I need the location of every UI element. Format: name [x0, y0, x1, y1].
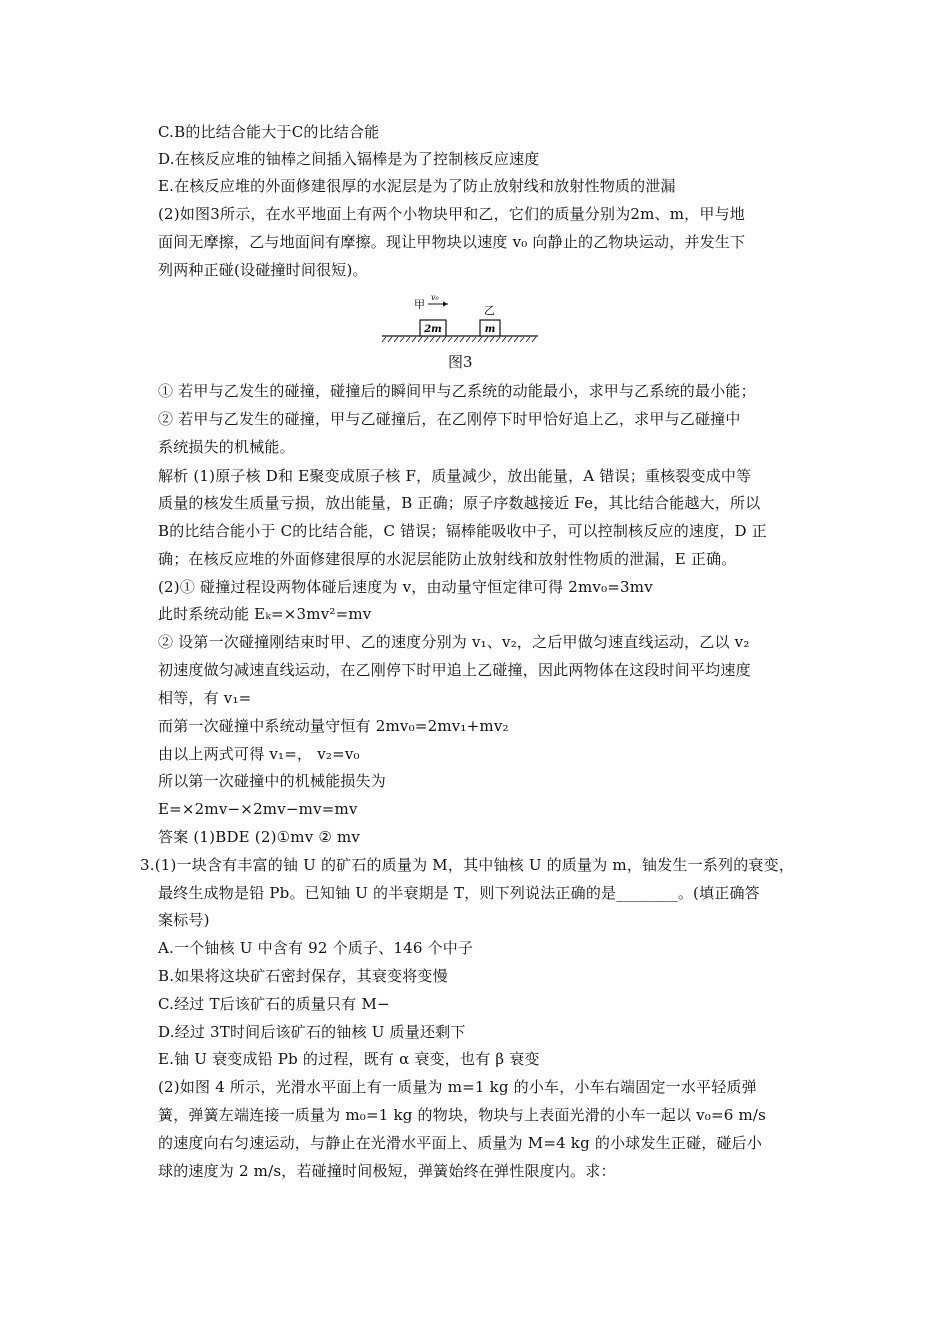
label-jia: 甲 [414, 298, 425, 311]
solution-line13: E=×2mv−×2mv−mv=mv [158, 800, 358, 818]
q3-part2-line3: 的速度向右匀速运动，与静止在光滑水平面上、质量为 M=4 kg 的小球发生正碰，碰后小 [158, 1134, 763, 1152]
question-3-line1: 3.(1)一块含有丰富的铀 U 的矿石的质量为 M，其中铀核 U 的质量为 m，铀发生一系列的衰变， [140, 856, 795, 874]
subquestion-2-line2: 系统损失的机械能。 [158, 438, 295, 456]
block-jia-mass: 2m [424, 324, 442, 335]
q3-option-b: B.如果将这块矿石密封保存，其衰变将变慢 [158, 967, 448, 985]
solution-line8: 初速度做匀减速直线运动，在乙刚停下时甲追上乙碰撞，因此两物体在这段时间平均速度 [158, 661, 751, 679]
q3-option-e: E.铀 U 衰变成铅 Pb 的过程，既有 α 衰变，也有 β 衰变 [158, 1050, 540, 1068]
ground-hatch [382, 337, 536, 342]
figure-caption: 图3 [448, 353, 473, 371]
solution-line1: 解析 (1)原子核 D和 E聚变成原子核 F，质量减少，放出能量，A 错误；重核裂变成中等 [158, 467, 752, 485]
q3-option-c: C.经过 T后该矿石的质量只有 M− [158, 995, 390, 1013]
solution-line12: 所以第一次碰撞中的机械能损失为 [158, 772, 387, 790]
subquestion-1: ① 若甲与乙发生的碰撞，碰撞后的瞬间甲与乙系统的动能最小，求甲与乙系统的最小能； [158, 382, 756, 400]
solution-line6: 此时系统动能 Eₖ=×3mv²=mv [158, 605, 372, 623]
solution-line11: 由以上两式可得 v₁=， v₂=v₀ [158, 745, 360, 763]
q3-part2-line4: 球的速度为 2 m/s，若碰撞时间极短，弹簧始终在弹性限度内。求： [158, 1162, 616, 1180]
q3-option-d: D.经过 3T时间后该矿石的铀核 U 质量还剩下 [158, 1023, 466, 1041]
question-part2-line2: 面间无摩擦，乙与地面间有摩擦。现让甲物块以速度 v₀ 向静止的乙物块运动，并发生下 [158, 233, 746, 251]
question-3-line3: 案标号) [158, 911, 210, 929]
option-c: C.B的比结合能大于C的比结合能 [158, 123, 380, 141]
solution-line10: 而第一次碰撞中系统动量守恒有 2mv₀=2mv₁+mv₂ [158, 717, 509, 735]
q3-option-a: A.一个铀核 U 中含有 92 个质子、146 个中子 [158, 939, 474, 957]
option-e: E.在核反应堆的外面修建很厚的水泥层是为了防止放射线和放射性物质的泄漏 [158, 177, 676, 195]
block-yi-mass: m [484, 324, 496, 335]
question-part2-line3: 列两种正碰(设碰撞时间很短)。 [158, 261, 368, 279]
q3-part2-line2: 簧，弹簧左端连接一质量为 m₀=1 kg 的物块，物块与上表面光滑的小车一起以 v₀=6 m/s [158, 1106, 767, 1124]
solution-line5: (2)① 碰撞过程设两物体碰后速度为 v，由动量守恒定律可得 2mv₀=3mv [158, 578, 653, 596]
velocity-label: v₀ [431, 293, 439, 302]
solution-line7: ② 设第一次碰撞刚结束时甲、乙的速度分别为 v₁、v₂，之后甲做匀速直线运动，乙以 v₂ [158, 633, 750, 651]
solution-line9: 相等，有 v₁= [158, 689, 252, 707]
solution-line2: 质量的核发生质量亏损，放出能量，B 正确；原子序数越接近 Fe，其比结合能越大，所以 [158, 494, 761, 512]
option-d: D.在核反应堆的铀棒之间插入镉棒是为了控制核反应速度 [158, 150, 540, 168]
solution-line3: B的比结合能小于 C的比结合能，C 错误；镉棒能吸收中子，可以控制核反应的速度，D 正 [158, 522, 767, 540]
figure-3-diagram [380, 292, 540, 346]
q3-part2-line1: (2)如图 4 所示，光滑水平面上有一质量为 m=1 kg 的小车，小车右端固定一水平轻质弹 [158, 1078, 757, 1096]
answer-line: 答案 (1)BDE (2)①mv ② mv [158, 828, 361, 846]
question-part2-line1: (2)如图3所示，在水平地面上有两个小物块甲和乙，它们的质量分别为2m、m，甲与地 [158, 205, 745, 223]
question-3-line2: 最终生成物是铅 Pb。已知铀 U 的半衰期是 T，则下列说法正确的是________。(填正确答 [158, 884, 760, 902]
label-yi: 乙 [484, 304, 495, 317]
subquestion-2-line1: ② 若甲与乙发生的碰撞，甲与乙碰撞后，在乙刚停下时甲恰好追上乙，求甲与乙碰撞中 [158, 410, 741, 428]
solution-line4: 确；在核反应堆的外面修建很厚的水泥层能防止放射线和放射性物质的泄漏，E 正确。 [158, 550, 737, 568]
velocity-arrowhead [443, 302, 448, 307]
